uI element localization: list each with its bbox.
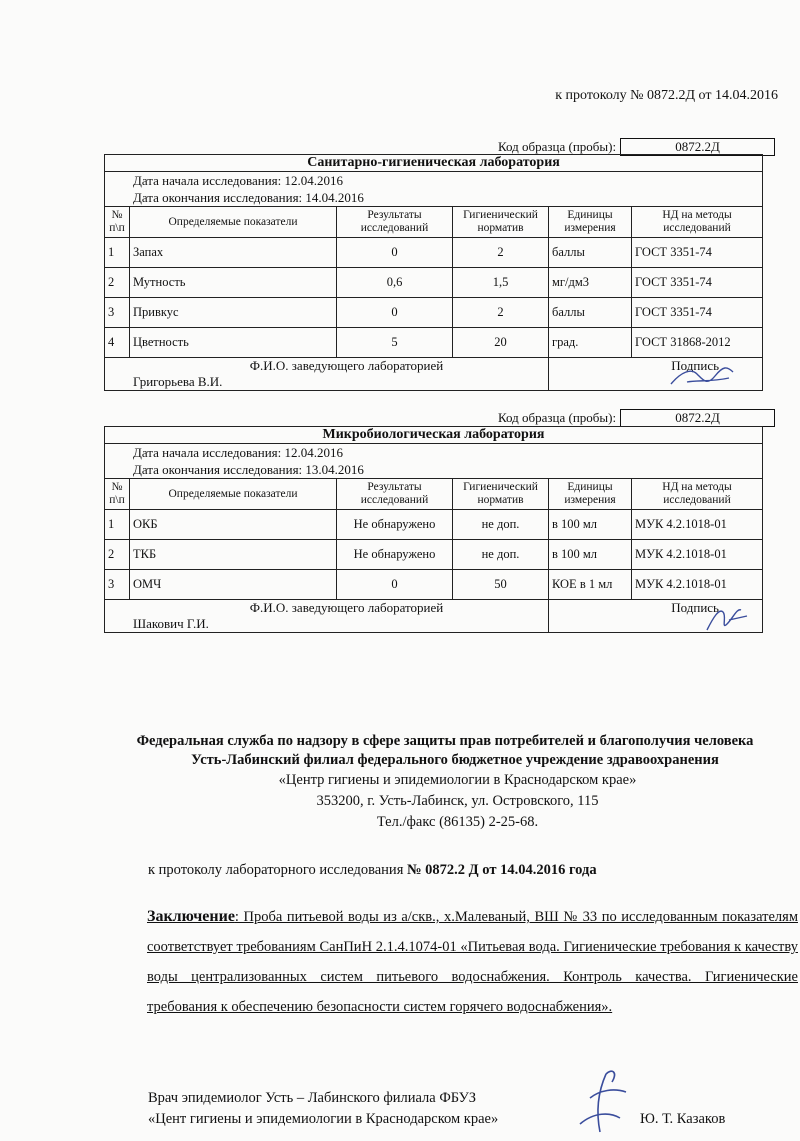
lab-head-cell xyxy=(105,600,549,633)
col-norm: Гигиенический норматив xyxy=(453,479,549,510)
col-method: НД на методы исследований xyxy=(632,479,763,510)
cell-units: баллы xyxy=(549,238,632,268)
cell-units: баллы xyxy=(549,298,632,328)
start-date: Дата начала исследования: 12.04.2016 xyxy=(133,173,343,188)
cell-param: Мутность xyxy=(130,268,337,298)
sample-code-row-2 xyxy=(498,409,775,427)
lab-head-row xyxy=(105,600,763,633)
sample-code-value: 0872.2Д xyxy=(620,138,775,156)
cell-num: 4 xyxy=(105,328,130,358)
col-method: НД на методы исследований xyxy=(632,207,763,238)
cell-units: мг/дм3 xyxy=(549,268,632,298)
org-line-1: Федеральная служба по надзору в сфере защиты прав потребителей и благополучия человека xyxy=(136,733,754,749)
cell-param: Цветность xyxy=(130,328,337,358)
table-row xyxy=(105,570,763,600)
table-row xyxy=(105,238,763,268)
organization-header xyxy=(0,732,800,833)
cell-num: 1 xyxy=(105,510,130,540)
cell-norm: 1,5 xyxy=(453,268,549,298)
end-date: Дата окончания исследования: 13.04.2016 xyxy=(133,462,364,477)
protocol-ref-line xyxy=(148,862,597,879)
cell-result: Не обнаружено xyxy=(337,540,453,570)
sign-label: Подпись xyxy=(671,600,719,615)
cell-param: Запах xyxy=(130,238,337,268)
cell-param: ОКБ xyxy=(130,510,337,540)
lab-title: Микробиологическая лаборатория xyxy=(105,427,763,444)
cell-norm: не доп. xyxy=(453,510,549,540)
cell-norm: 20 xyxy=(453,328,549,358)
cell-method: ГОСТ 3351-74 xyxy=(632,268,763,298)
col-param: Определяемые показатели xyxy=(130,479,337,510)
signer-position-2: «Цент гигиены и эпидемиологии в Краснодарском крае» xyxy=(148,1111,499,1127)
sign-label: Подпись xyxy=(671,358,720,373)
table-row xyxy=(105,268,763,298)
org-line-3: «Центр гигиены и эпидемиологии в Краснодарском крае» xyxy=(278,772,637,788)
cell-param: ОМЧ xyxy=(130,570,337,600)
org-line-2: Усть-Лабинский филиал федерального бюджетное учреждение здравоохранения xyxy=(191,752,719,768)
cell-norm: не доп. xyxy=(453,540,549,570)
micro-lab-table xyxy=(104,426,763,633)
cell-num: 2 xyxy=(105,268,130,298)
protocol-ref-number: № 0872.2 Д от 14.04.2016 года xyxy=(406,862,597,878)
col-num: № п\п xyxy=(105,207,130,238)
cell-units: КОЕ в 1 мл xyxy=(549,570,632,600)
table-header xyxy=(105,207,763,238)
cell-num: 3 xyxy=(105,298,130,328)
cell-norm: 2 xyxy=(453,298,549,328)
cell-result: 0 xyxy=(337,238,453,268)
sample-code-label: Код образца (пробы): xyxy=(498,410,617,425)
signature-icon xyxy=(560,1062,640,1140)
cell-method: ГОСТ 3351-74 xyxy=(632,298,763,328)
signature-icon xyxy=(667,364,737,390)
end-date: Дата окончания исследования: 14.04.2016 xyxy=(133,190,364,205)
cell-result: 0 xyxy=(337,298,453,328)
cell-num: 1 xyxy=(105,238,130,268)
start-date: Дата начала исследования: 12.04.2016 xyxy=(133,445,343,460)
cell-method: МУК 4.2.1018-01 xyxy=(632,540,763,570)
signature-icon xyxy=(701,604,751,634)
cell-units: град. xyxy=(549,328,632,358)
protocol-reference: к протоколу № 0872.2Д от 14.04.2016 xyxy=(555,88,778,103)
cell-param: ТКБ xyxy=(130,540,337,570)
cell-result: Не обнаружено xyxy=(337,510,453,540)
head-name: Григорьева В.И. xyxy=(133,374,223,389)
cell-result: 5 xyxy=(337,328,453,358)
lab-head-cell xyxy=(105,358,549,391)
lab-title: Санитарно-гигиеническая лаборатория xyxy=(105,155,763,172)
cell-units: в 100 мл xyxy=(549,510,632,540)
cell-num: 2 xyxy=(105,540,130,570)
sanitary-lab-table xyxy=(104,154,763,391)
conclusion xyxy=(147,902,798,1022)
table-row xyxy=(105,510,763,540)
lab-dates xyxy=(105,444,763,479)
table-row xyxy=(105,328,763,358)
signature-cell xyxy=(549,358,763,391)
cell-method: МУК 4.2.1018-01 xyxy=(632,510,763,540)
table-header xyxy=(105,479,763,510)
col-units: Единицы измерения xyxy=(549,207,632,238)
col-num: № п\п xyxy=(105,479,130,510)
conclusion-title: Заключение xyxy=(147,908,235,925)
table-row xyxy=(105,298,763,328)
cell-method: МУК 4.2.1018-01 xyxy=(632,570,763,600)
org-address: 353200, г. Усть-Лабинск, ул. Островского, 115 xyxy=(316,793,599,809)
head-label: Ф.И.О. заведующего лабораторией xyxy=(249,600,444,615)
sample-code-value: 0872.2Д xyxy=(620,409,775,427)
cell-param: Привкус xyxy=(130,298,337,328)
table-row xyxy=(105,540,763,570)
cell-result: 0,6 xyxy=(337,268,453,298)
signature-cell xyxy=(549,600,763,633)
signer-position-1: Врач эпидемиолог Усть – Лабинского филиала ФБУЗ xyxy=(148,1090,476,1106)
cell-norm: 2 xyxy=(453,238,549,268)
cell-norm: 50 xyxy=(453,570,549,600)
lab-dates xyxy=(105,172,763,207)
org-phone: Тел./факс (86135) 2-25-68. xyxy=(376,814,539,830)
conclusion-text: : Проба питьевой воды из а/скв., х.Малеваный, ВШ № 33 по исследованным показателям соответствует требованиям СанПиН 2.1.4.1074-01 «Питьевая вода. Гигиенические требования к качеству воды централизованных систем питьевого водоснабжения. Контроль качества. Гигиенические требования к обеспечению безопасности систем горячего водоснабжения». xyxy=(147,909,798,1015)
head-name: Шакович Г.И. xyxy=(133,616,209,631)
cell-result: 0 xyxy=(337,570,453,600)
col-result: Результаты исследований xyxy=(337,207,453,238)
cell-units: в 100 мл xyxy=(549,540,632,570)
col-param: Определяемые показатели xyxy=(130,207,337,238)
head-label: Ф.И.О. заведующего лабораторией xyxy=(249,358,444,373)
sample-code-label: Код образца (пробы): xyxy=(498,139,617,154)
col-units: Единицы измерения xyxy=(549,479,632,510)
cell-num: 3 xyxy=(105,570,130,600)
lab-head-row xyxy=(105,358,763,391)
signer-name: Ю. Т. Казаков xyxy=(640,1111,726,1127)
col-result: Результаты исследований xyxy=(337,479,453,510)
cell-method: ГОСТ 3351-74 xyxy=(632,238,763,268)
col-norm: Гигиенический норматив xyxy=(453,207,549,238)
cell-method: ГОСТ 31868-2012 xyxy=(632,328,763,358)
protocol-ref-prefix: к протоколу лабораторного исследования xyxy=(148,862,407,878)
